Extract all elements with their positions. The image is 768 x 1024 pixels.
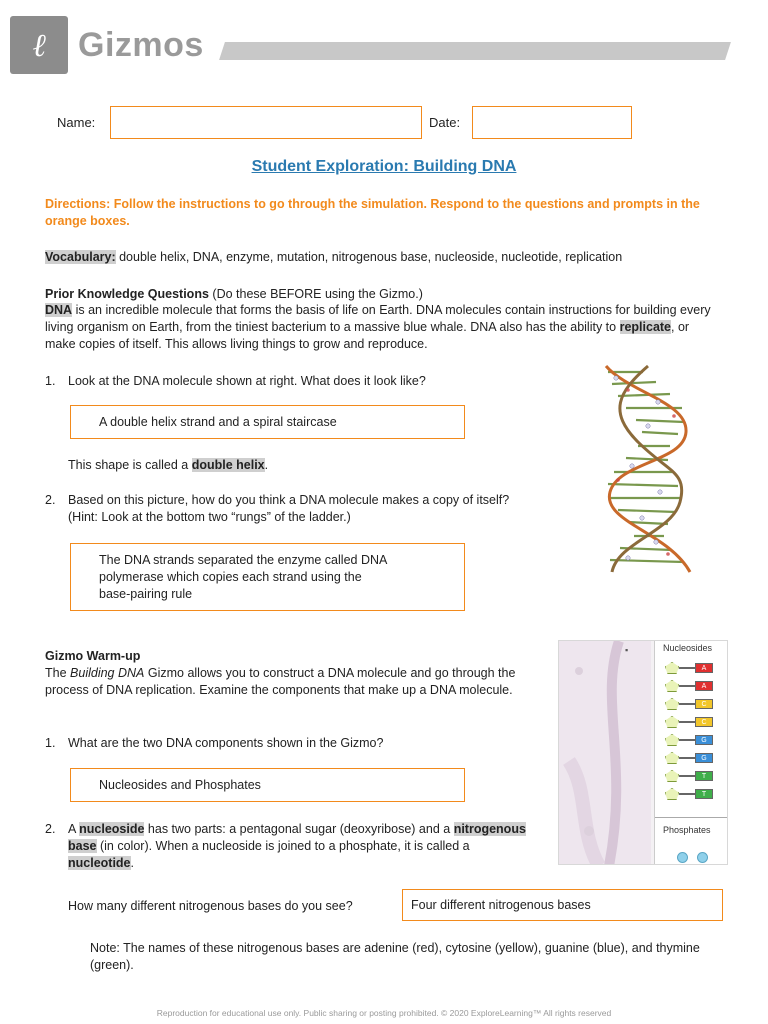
directions-text: Directions: Follow the instructions to go through the simulation. Respond to the questions and prompts in the orange boxes.: [45, 197, 700, 228]
prior-a2-box[interactable]: [70, 543, 465, 611]
page-title: Student Exploration: Building DNA: [251, 158, 517, 175]
prior-knowledge-paragraph: [45, 302, 721, 353]
copyright-footer: Reproduction for educational use only. Public sharing or posting prohibited. © 2020 ExploreLearning™ All rights reserved: [156, 1008, 612, 1018]
prior-paragraph-part1: is an incredible molecule that forms the basis of life on Earth. DNA molecules contain instructions for building every living organism on Earth, from the tiniest bacterium to a massive blue whale. DNA also has the ability to: [45, 303, 711, 334]
nucleoside-guanine[interactable]: G: [665, 751, 725, 765]
prior-a1-box[interactable]: [70, 405, 465, 439]
prior-heading-text: Prior Knowledge Questions: [45, 287, 209, 301]
vocabulary-label: Vocabulary:: [45, 250, 116, 264]
nucleoside-thymine[interactable]: T: [665, 769, 725, 783]
prior-q2-line1: Based on this picture, how do you think a DNA molecule makes a copy of itself?: [68, 493, 510, 507]
warmup-a3-text: Four different nitrogenous bases: [411, 897, 591, 912]
name-label: Name:: [57, 115, 96, 130]
shape-post: .: [264, 458, 269, 472]
date-label: Date:: [429, 115, 461, 130]
prior-paragraph-part2: , or make copies of itself. This allows living things to grow and reproduce.: [45, 320, 690, 351]
phosphate-icon[interactable]: [697, 852, 708, 863]
term-nucleoside: nucleoside: [79, 822, 145, 836]
nucleoside-cytosine[interactable]: C: [665, 697, 725, 711]
warmup-a1-text: Nucleosides and Phosphates: [99, 777, 261, 792]
prior-q1-text: Look at the DNA molecule shown at right. What does it look like?: [68, 374, 426, 388]
term-replicate: replicate: [619, 320, 672, 334]
cell-background-image: [559, 641, 651, 865]
phosphate-icon[interactable]: [677, 852, 688, 863]
warmup-p-post: Gizmo allows you to construct a DNA molecule and go through the process of DNA replication. Examine the components that make up a DNA molecule.: [45, 666, 516, 697]
warmup-q2-number: 2.: [45, 822, 56, 836]
warmup-q1-text: What are the two DNA components shown in the Gizmo?: [68, 736, 384, 750]
date-input[interactable]: [472, 106, 632, 139]
name-input[interactable]: [110, 106, 422, 139]
warmup-p-pre: The: [45, 666, 67, 680]
double-helix-sentence: [68, 457, 268, 474]
nucleosides-label: Nucleosides: [663, 643, 713, 653]
vocabulary-line: [45, 249, 735, 266]
warmup-p-italic: Building DNA: [70, 666, 145, 680]
camera-icon[interactable]: ▪: [625, 645, 629, 655]
prior-q2-number: 2.: [45, 493, 56, 507]
nucleoside-cytosine[interactable]: C: [665, 715, 725, 729]
nucleoside-guanine[interactable]: G: [665, 733, 725, 747]
gizmo-workspace: [559, 641, 651, 865]
gizmo-parts-panel: [654, 641, 728, 865]
prior-a2-line2: polymerase which copies each strand using the: [99, 570, 362, 584]
nucleoside-adenine[interactable]: A: [665, 661, 725, 675]
warmup-q1-number: 1.: [45, 736, 56, 750]
nucleoside-adenine[interactable]: A: [665, 679, 725, 693]
prior-knowledge-heading: [45, 286, 735, 303]
prior-a2-line3: base-pairing rule: [99, 587, 193, 601]
warmup-q2-text: A nucleoside has two parts: a pentagonal sugar (deoxyribose) and a nitrogenous base (in color). When a nucleoside is joined to a phosphate, it is called a nucleotide.: [68, 822, 526, 870]
term-dna: DNA: [45, 303, 73, 317]
vocabulary-terms: double helix, DNA, enzyme, mutation, nitrogenous base, nucleoside, nucleotide, replication: [119, 250, 623, 264]
term-nucleotide: nucleotide: [68, 856, 131, 870]
header-decoration-bar: [219, 42, 731, 60]
prior-q1-number: 1.: [45, 374, 56, 388]
panel-divider: [655, 817, 728, 818]
prior-q2-line2: (Hint: Look at the bottom two “rungs” of the ladder.): [68, 510, 351, 524]
prior-a1-text: A double helix strand and a spiral staircase: [99, 414, 337, 429]
warmup-a1-box[interactable]: [70, 768, 465, 802]
gizmo-screenshot: [558, 640, 728, 865]
term-double-helix: double helix: [191, 458, 265, 472]
shape-pre: This shape is called a: [68, 458, 189, 472]
nitrogenous-bases-note: Note: The names of these nitrogenous bases are adenine (red), cytosine (yellow), guanine (blue), and thymine (green).: [90, 941, 700, 972]
warmup-a3-box[interactable]: [402, 889, 723, 921]
warmup-q3-text: How many different nitrogenous bases do you see?: [68, 899, 353, 913]
prior-heading-note: (Do these BEFORE using the Gizmo.): [212, 287, 423, 301]
nucleoside-thymine[interactable]: T: [665, 787, 725, 801]
warmup-heading: Gizmo Warm-up: [45, 649, 141, 663]
term-nitrogenous-base: nitrogenous base: [68, 822, 526, 853]
prior-a2-line1: The DNA strands separated the enzyme called DNA: [99, 553, 388, 567]
brand-name: Gizmos: [78, 26, 204, 64]
phosphates-label: Phosphates: [663, 825, 711, 835]
warmup-paragraph: [45, 665, 535, 699]
dna-double-helix-image: [598, 362, 696, 577]
explorelearning-logo-icon: ℓ: [10, 16, 68, 74]
